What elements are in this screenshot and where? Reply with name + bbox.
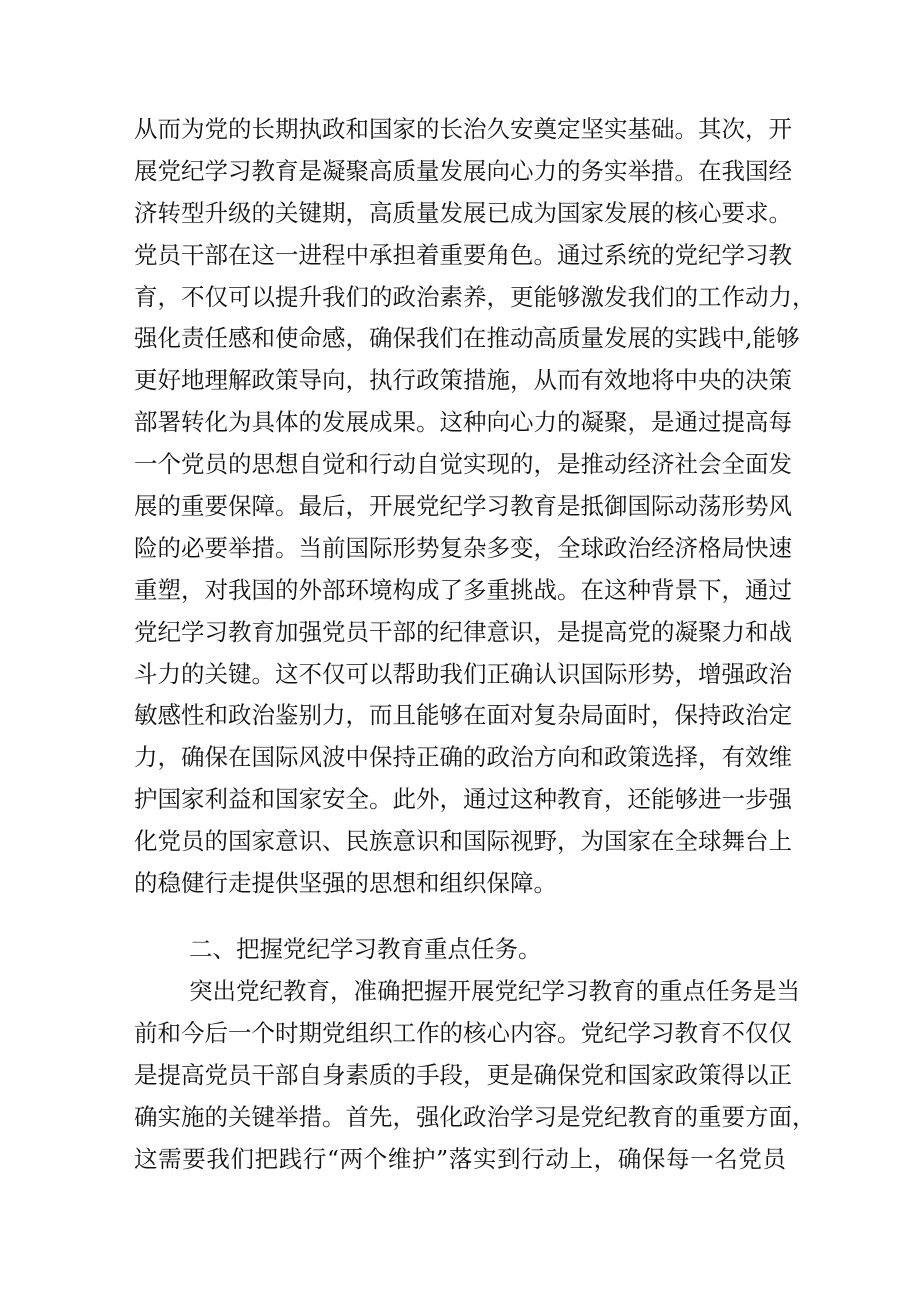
text-line: 突出党纪教育，准确把握开展党纪学习教育的重点任务是当	[189, 977, 800, 1005]
text-line: 化党员的国家意识、民族意识和国际视野，为国家在全球舞台上	[134, 827, 792, 856]
text-line: 重塑，对我国的外部环境构成了多重挑战。在这种背景下，通过	[134, 575, 792, 604]
text-line: 强化责任感和使命感，确保我们在推动高质量发展的实践中,能够	[134, 324, 800, 353]
text-line: 前和今后一个时期党组织工作的核心内容。党纪学习教育不仅仅	[134, 1018, 792, 1047]
text-line: 展的重要保障。最后，开展党纪学习教育是抵御国际动荡形势风	[134, 492, 792, 521]
text-line: 更好地理解政策导向，执行政策措施，从而有效地将中央的决策	[134, 366, 792, 395]
text-line: 从而为党的长期执政和国家的长治久安奠定坚实基础。其次，开	[134, 115, 792, 143]
text-line: 护国家利益和国家安全。此外，通过这种教育，还能够进一步强	[134, 785, 792, 814]
text-line: 是提高党员干部自身素质的手段，更是确保党和国家政策得以正	[134, 1060, 792, 1089]
text-line: 力，确保在国际风波中保持正确的政治方向和政策选择，有效维	[134, 743, 792, 772]
text-line: 斗力的关键。这不仅可以帮助我们正确认识国际形势，增强政治	[134, 659, 792, 688]
paragraph	[134, 971, 816, 1180]
text-line: 部署转化为具体的发展成果。这种向心力的凝聚，是通过提高每	[134, 408, 792, 437]
text-line: 险的必要举措。当前国际形势复杂多变，全球政治经济格局快速	[134, 533, 792, 562]
text-line: 党纪学习教育加强党员干部的纪律意识，是提高党的凝聚力和战	[134, 617, 792, 646]
text-line: 一个党员的思想自觉和行动自觉实现的，是推动经济社会全面发	[134, 450, 792, 479]
text-line: 展党纪学习教育是凝聚高质量发展向心力的务实举措。在我国经	[134, 156, 792, 185]
text-line: 育，不仅可以提升我们的政治素养，更能够激发我们的工作动力，	[134, 282, 816, 311]
text-line: 党员干部在这一进程中承担着重要角色。通过系统的党纪学习教	[134, 240, 792, 269]
text-line: 敏感性和政治鉴别力，而且能够在面对复杂局面时，保持政治定	[134, 701, 792, 730]
text-line: 确实施的关键举措。首先，强化政治学习是党纪教育的重要方面，	[134, 1102, 816, 1131]
text-line: 这需要我们把践行“两个维护”落实到行动上，确保每一名党员	[134, 1144, 786, 1173]
paragraph-continuation	[134, 109, 816, 905]
section-heading: 二、把握党纪学习教育重点任务。	[189, 935, 542, 963]
section-heading-block	[134, 929, 786, 971]
text-line: 的稳健行走提供坚强的思想和组织保障。	[134, 869, 557, 898]
text-line: 济转型升级的关键期，高质量发展已成为国家发展的核心要求。	[134, 198, 792, 227]
